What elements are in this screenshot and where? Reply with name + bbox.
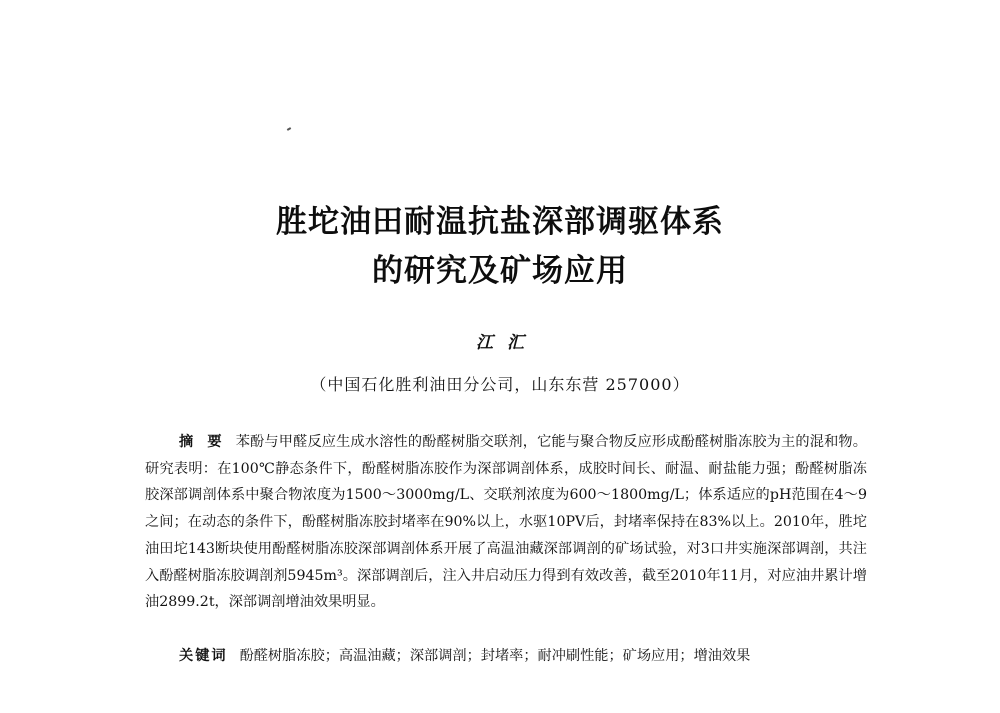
abstract-text: 苯酚与甲醛反应生成水溶性的酚醛树脂交联剂，它能与聚合物反应形成酚醛树脂冻胶为主的混和物。研究表明：在100℃静态条件下，酚醛树脂冻胶作为深部调剖体系，成胶时间长、耐温、耐盐能力强；酚醛树脂冻胶深部调剖体系中聚合物浓度为1500～3000mg/L、交联剂浓度为600～1800mg/L；体系适应的pH范围在4～9之间；在动态的条件下，酚醛树脂冻胶封堵率在90%以上，水驱10PV后，封堵率保持在83%以上。2010年，胜坨油田坨143断块使用酚醛树脂冻胶深部调剖体系开展了高温油藏深部调剖的矿场试验，对3口井实施深部调剖，共注入酚醛树脂冻胶调剖剂5945m³。深部调剖后，注入井启动压力得到有效改善，截至2010年11月，对应油井累计增油2899.2t，深部调剖增油效果明显。	[145, 434, 867, 611]
author-affiliation: （中国石化胜利油田分公司，山东东营 257000）	[310, 375, 690, 394]
abstract-label: 摘要	[179, 434, 236, 450]
abstract-paragraph	[145, 429, 867, 616]
keywords-label: 关键词	[179, 648, 228, 664]
keywords-paragraph	[145, 643, 867, 670]
keywords-text: 酚醛树脂冻胶；高温油藏；深部调剖；封堵率；耐冲刷性能；矿场应用；增油效果	[239, 648, 751, 664]
paper-title-line-1: 胜坨油田耐温抗盐深部调驱体系	[276, 204, 724, 240]
scan-speck	[287, 127, 291, 131]
paper-title-line-2: 的研究及矿场应用	[372, 253, 628, 289]
author-name: 江汇	[476, 333, 538, 353]
